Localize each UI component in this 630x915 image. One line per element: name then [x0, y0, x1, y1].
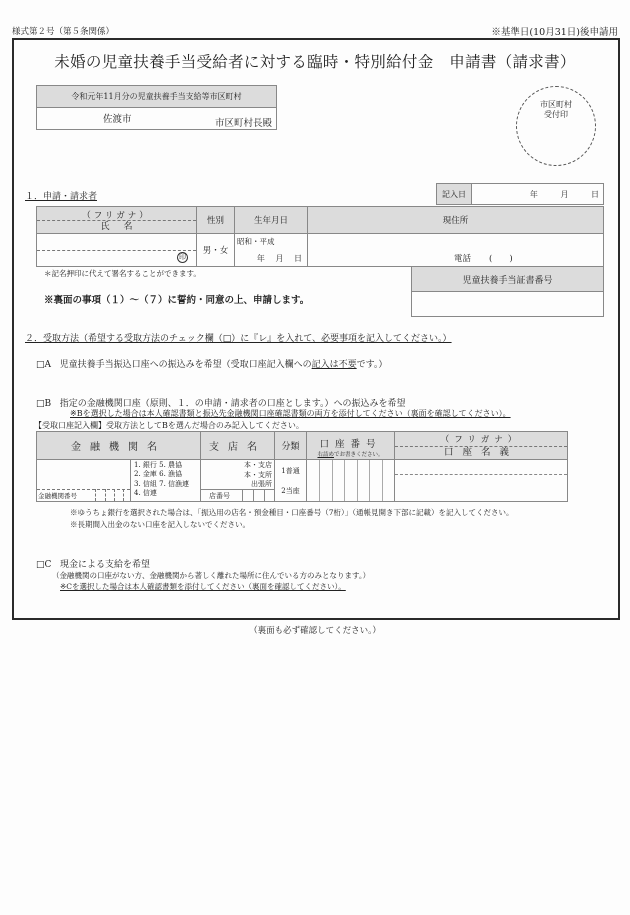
entry-date-box	[436, 183, 604, 205]
section2-heading: ２．受取方法（希望する受取方法のチェック欄（□）に『レ』を入れて、必要事項を記入してください。）	[25, 334, 452, 344]
option-b-note: ※Bを選択した場合は本人確認書類と振込先金融機関口座確認書類の両方を添付してください（裏面を確認してください）。	[70, 409, 511, 418]
gender-field[interactable]: 男・女	[197, 234, 235, 267]
account-number-hint: 右詰めでお書きください。	[317, 451, 384, 458]
birthdate-header: 生年月日	[235, 207, 308, 234]
pledge-statement: ※裏面の事項（１）～（７）に誓約・同意の上、申請します。	[44, 295, 310, 306]
yucho-note: ※ゆうちょ銀行を選択された場合は、「振込用の店名・預金種目・口座番号（7桁）」（通帳見開き下部に記載）を記入してください。	[70, 508, 514, 517]
account-number-field[interactable]	[307, 460, 395, 502]
option-a-text: 児童扶養手当振込口座への振込みを希望（受取口座記入欄への	[59, 360, 312, 370]
stamp-line1: 市区町村	[540, 100, 572, 109]
option-b-text: 指定の金融機関口座（原則、１．の申請・請求者の口座とします。）への振込みを希望	[59, 399, 406, 409]
name-header	[37, 207, 197, 234]
branch-code-field[interactable]	[201, 489, 274, 501]
option-c-condition: （金融機関の口座がない方、金融機関から著しく離れた場所に住んでいる方のみとなります。）	[52, 571, 371, 580]
usage-note: ※基準日(10月31日)後申請用	[491, 27, 618, 38]
address-header: 現住所	[308, 207, 604, 234]
stamp-line2: 受付印	[544, 110, 568, 119]
municipality-label: 令和元年11月分の児童扶養手当支給等市区町村	[37, 86, 277, 108]
bank-account-table	[36, 431, 568, 502]
name-field[interactable]	[37, 234, 197, 267]
form-number: 様式第２号（第５条関係）	[12, 27, 115, 37]
municipality-city: 佐渡市	[103, 114, 132, 125]
page-title: 未婚の児童扶養手当受給者に対する臨時・特別給付金 申請書（請求書）	[54, 53, 576, 71]
address-field[interactable]	[308, 234, 604, 267]
date-day-unit: 日	[591, 189, 599, 199]
category-header: 分類	[275, 432, 307, 460]
municipality-suffix: 市区町村長殿	[214, 118, 272, 129]
branch-name-header: 支店名	[201, 432, 275, 460]
option-c-text: 現金による支給を希望	[59, 560, 150, 570]
branch-code-label: 店番号	[209, 492, 230, 500]
branch-name-field[interactable]	[201, 460, 275, 502]
phone-parens: ( )	[489, 254, 513, 264]
footer-note: （裏面も必ず確認してください。）	[249, 626, 381, 636]
bank-type-row: 2. 金庫 6. 漁協	[134, 470, 183, 479]
option-a	[36, 357, 387, 370]
applicant-table	[36, 206, 604, 267]
furigana-header: （フリガナ）	[82, 211, 151, 221]
section1-heading: １．申請・請求者	[25, 192, 98, 202]
phone-label: 電話	[454, 254, 472, 264]
reception-stamp-area	[516, 86, 596, 166]
option-b-checkbox[interactable]: □B	[36, 399, 52, 409]
account-holder-field[interactable]	[395, 460, 568, 502]
option-a-tail: です。）	[356, 360, 388, 370]
bank-code-field[interactable]	[95, 489, 131, 501]
bank-code-label: 金融機関番号	[38, 492, 77, 500]
certificate-number-field[interactable]	[412, 292, 604, 317]
option-a-checkbox[interactable]: □A	[36, 360, 52, 370]
dormant-account-note: ※長期間入出金のない口座を記入しないでください。	[70, 520, 250, 529]
account-number-header	[307, 432, 395, 460]
birthdate-units: 年 月 日	[256, 254, 302, 263]
bank-name-header: 金融機関名	[37, 432, 201, 460]
option-c	[36, 557, 150, 570]
option-c-checkbox[interactable]: □C	[36, 560, 52, 570]
date-month-unit: 月	[560, 189, 569, 199]
date-year-unit: 年	[529, 189, 538, 199]
account-holder-header	[395, 432, 568, 460]
certificate-number-box	[411, 266, 604, 317]
account-section-label: 【受取口座記入欄】受取方法としてBを選んだ場合のみ記入してください。	[34, 421, 304, 430]
holder-furigana-header: （フリガナ）	[440, 435, 522, 445]
municipality-value[interactable]	[37, 108, 277, 130]
municipality-box	[36, 85, 277, 130]
certificate-label: 児童扶養手当証書番号	[412, 267, 604, 292]
name-header-label: 氏名	[100, 222, 147, 232]
birthdate-field[interactable]	[235, 234, 308, 267]
era-options: 昭和・平成	[237, 237, 275, 246]
branch-type-options[interactable]: 本・支店 本・支所 出張所	[244, 461, 272, 488]
holder-name-header: 口座名義	[443, 447, 518, 458]
signature-note: ＊記名押印に代えて署名することができます。	[44, 269, 201, 278]
bank-name-field[interactable]	[37, 460, 131, 502]
account-type-options[interactable]: 1普通 2当座	[275, 460, 307, 502]
bank-type-options[interactable]	[131, 460, 201, 502]
bank-type-row: 3. 信組 7. 信漁連	[134, 479, 190, 488]
seal-icon: 印	[179, 253, 186, 261]
entry-date-label: 記入日	[437, 184, 472, 205]
entry-date-field[interactable]	[472, 184, 604, 205]
option-a-underlined: 記入は不要	[311, 360, 357, 370]
phone-field[interactable]	[454, 252, 513, 264]
bank-type-row: 4. 信連	[134, 488, 157, 497]
bank-type-row: 1. 銀行 5. 農協	[134, 461, 183, 469]
account-number-header-label: 口座番号	[319, 438, 382, 450]
gender-header: 性別	[197, 207, 235, 234]
option-c-note: ※Cを選択した場合は本人確認書類を添付してください（裏面を確認してください）。	[60, 582, 346, 591]
